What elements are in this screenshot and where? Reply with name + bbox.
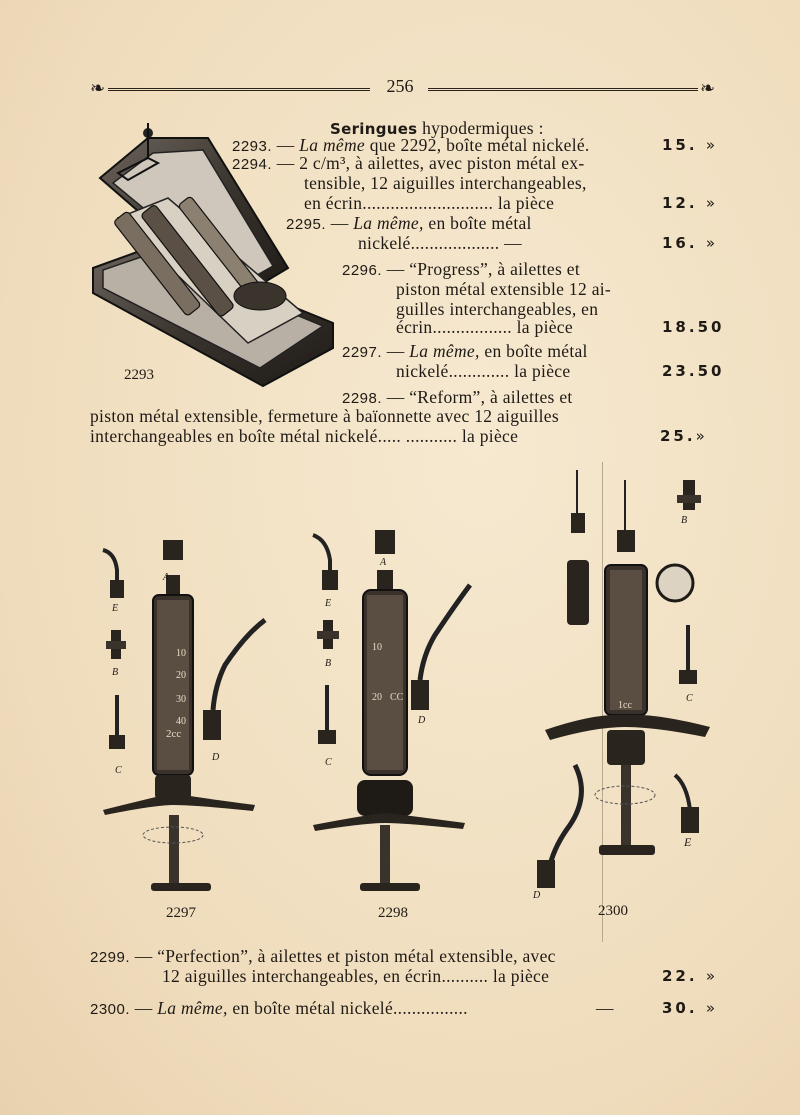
figure-caption-2298: 2298 (378, 905, 408, 921)
entry-2294-line-2: tensible, 12 aiguilles interchangeables, (304, 173, 587, 193)
entry-2300 (90, 997, 468, 1021)
price-2299 (662, 967, 718, 985)
scale-10: 10 (176, 648, 186, 659)
entry-number: 2297. (342, 344, 383, 361)
scale-10: 10 (372, 642, 382, 653)
label-A: A (380, 557, 387, 568)
entry-line-1: — “Perfection”, à ailettes et piston métal extensible, avec (134, 946, 556, 966)
price-2300 (662, 999, 718, 1017)
entry-number: 2298. (342, 390, 383, 407)
price-mark: » (705, 136, 718, 154)
entry-name: La même (299, 135, 366, 155)
entry-text: en boîte métal (428, 213, 532, 233)
right-ornament-icon: ❧ (700, 78, 716, 98)
left-ornament-icon: ❧ (90, 78, 106, 98)
label-C: C (115, 765, 122, 776)
entry-name: La même, (157, 998, 228, 1018)
figure-caption-2297: 2297 (166, 905, 196, 921)
label-B: B (325, 658, 332, 669)
entry-dash: — (276, 135, 295, 155)
entry-name: La même, (353, 213, 424, 233)
label-D: D (533, 890, 541, 901)
label-B: B (112, 667, 119, 678)
price-value: 25. (660, 427, 696, 445)
label-C: C (325, 757, 332, 768)
entry-text: en boîte métal (484, 341, 588, 361)
entry-2300-dash: — (596, 998, 614, 1018)
entry-line-1: — 2 c/m³, à ailettes, avec piston métal ex- (276, 153, 585, 173)
label-E: E (112, 603, 119, 614)
syringe-2300-illustration (525, 465, 715, 895)
scale-20: 20 (372, 692, 382, 703)
entry-2296-line-2: piston métal extensible 12 ai- (396, 279, 612, 299)
price-value: 15. (662, 136, 698, 154)
price-mark: » (705, 967, 718, 985)
price-2293 (662, 136, 718, 154)
entry-2298-line-2: piston métal extensible, fermeture à baïonnette avec 12 aiguilles (90, 406, 559, 426)
entry-number: 2299. (90, 949, 131, 966)
entry-2296-line-4: écrin................. la pièce (396, 317, 573, 337)
price-2295 (662, 234, 718, 252)
price-mark: » (705, 999, 718, 1017)
scale-1cc: 1cc (618, 700, 632, 711)
label-E: E (684, 835, 692, 849)
price-value: 22. (662, 967, 698, 985)
entry-2299-line-2: 12 aiguilles interchangeables, en écrin.......... la pièce (162, 966, 550, 986)
entry-dash: — (330, 213, 349, 233)
scale-30: 30 (176, 694, 186, 705)
entry-number: 2294. (232, 156, 273, 173)
entry-dash: — (386, 341, 405, 361)
price-value: 12. (662, 194, 698, 212)
figure-caption-2293: 2293 (124, 367, 154, 383)
price-2297: 23.50 (662, 362, 725, 380)
price-mark: » (695, 427, 708, 445)
scale-cc: CC (390, 692, 404, 703)
price-mark: » (705, 234, 718, 252)
section-title-bold: Seringues (330, 120, 418, 138)
entry-text: que 2292, boîte métal nickelé. (369, 135, 590, 155)
price-2294 (662, 194, 718, 212)
entry-2296-line-3: guilles interchangeables, en (396, 299, 599, 319)
entry-text: en boîte métal nickelé................ (232, 998, 468, 1018)
entry-number: 2293. (232, 138, 273, 155)
syringe-2298-illustration (305, 525, 480, 900)
header-rule-right (428, 88, 698, 91)
entry-2295-line-2: nickelé................... — (358, 233, 522, 253)
label-B: B (681, 515, 688, 526)
scale-2cc: 2cc (166, 728, 182, 740)
label-E: E (325, 598, 332, 609)
entry-2297-line-2: nickelé............. la pièce (396, 361, 571, 381)
entry-line-1: — “Reform”, à ailettes et (386, 387, 573, 407)
page-number: 256 (386, 76, 414, 96)
entry-dash: — (134, 998, 153, 1018)
price-value: 30. (662, 999, 698, 1017)
entry-line-1: — “Progress”, à ailettes et (386, 259, 580, 279)
price-mark: » (705, 194, 718, 212)
entry-2298-line-3: interchangeables en boîte métal nickelé..... ........... la pièce (90, 426, 519, 446)
label-A: A (163, 572, 170, 583)
scale-40: 40 (176, 716, 186, 727)
scale-20: 20 (176, 670, 186, 681)
entry-name: La même, (409, 341, 480, 361)
price-2298 (660, 427, 708, 445)
label-C: C (686, 693, 693, 704)
section-title-rest: hypodermiques : (422, 118, 544, 138)
entry-2294-line-3: en écrin............................ la pièce (304, 193, 555, 213)
entry-number: 2300. (90, 1001, 131, 1018)
price-value: 16. (662, 234, 698, 252)
header-rule-left (108, 88, 370, 91)
entry-number: 2295. (286, 216, 327, 233)
price-2296: 18.50 (662, 318, 725, 336)
label-D: D (418, 715, 426, 726)
figure-caption-2300: 2300 (598, 903, 628, 919)
entry-number: 2296. (342, 262, 383, 279)
label-D: D (212, 752, 220, 763)
